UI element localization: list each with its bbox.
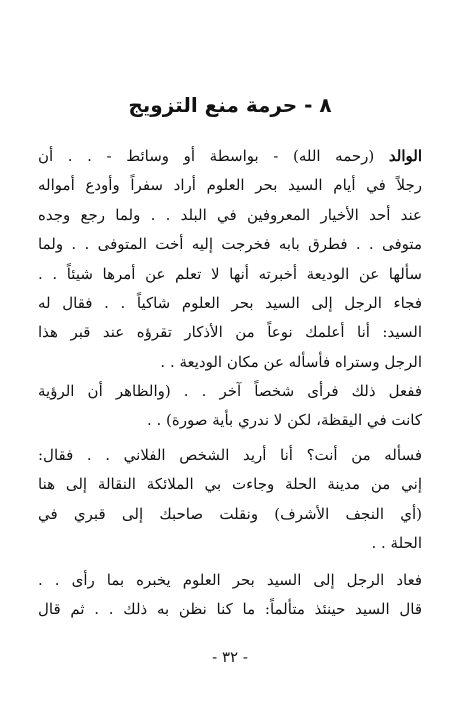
text-line: رجلاً في أيام السيد بحر العلوم أراد سفراً وأودع أمواله <box>38 176 422 195</box>
text-line: (أي النجف الأشرف) ونقلت صاحبك إلى قبري في <box>38 504 422 523</box>
text-line: فجاء الرجل إلى السيد بحر العلوم شاكياً . . فقال له <box>38 293 422 312</box>
text-line: الحلة . . <box>371 534 422 553</box>
paragraph-2 <box>38 377 422 436</box>
text-line: سألها عن الوديعة أخبرته أنها لا تعلم عن أمرها شيئاً . . <box>38 264 422 283</box>
text-line: الوالد (رحمه الله) - بواسطة أو وسائط - . . أن <box>38 147 422 165</box>
text-line: فسأله من أنت؟ أنا أريد الشخص الفلاني . . فقال: <box>38 446 422 464</box>
text-line: كانت في اليقظة، لكن لا ندري بأية صورة) . . <box>146 411 422 430</box>
text-line: متوفى . . فطرق بابه فخرجت إليه أخت المتوفى . . ولما <box>38 235 422 254</box>
lead-word: الوالد <box>388 147 422 165</box>
text-line: عند أحد الأخيار المعروفين في البلد . . ولما رجع وجده <box>38 205 422 224</box>
text-line: السيد: أنا أعلمك نوعاً من الأذكار تقرؤه عند قبر هذا <box>38 323 422 342</box>
paragraph-3 <box>38 441 422 559</box>
text-line: قال السيد حينئذ متألماً: ما كنا نظن به ذلك . . ثم قال <box>38 600 422 619</box>
paragraph-4 <box>38 566 422 625</box>
text-line: إني من مدينة الحلة وجاءت بي الملائكة النقالة إلى هنا <box>38 475 422 494</box>
text-line: فعاد الرجل إلى السيد بحر العلوم يخبره بما رأى . . <box>38 571 422 589</box>
text-line: ففعل ذلك فرأى شخصاً آخر . . (والظاهر أن الرؤية <box>38 382 422 400</box>
text-line: الرجل وستراه فأسأله عن مكان الوديعة . . <box>160 352 422 371</box>
page-number: - ٣٢ - <box>212 648 248 666</box>
paragraph-1 <box>38 142 422 377</box>
chapter-title: ٨ - حرمة منع التزويج <box>128 93 332 117</box>
